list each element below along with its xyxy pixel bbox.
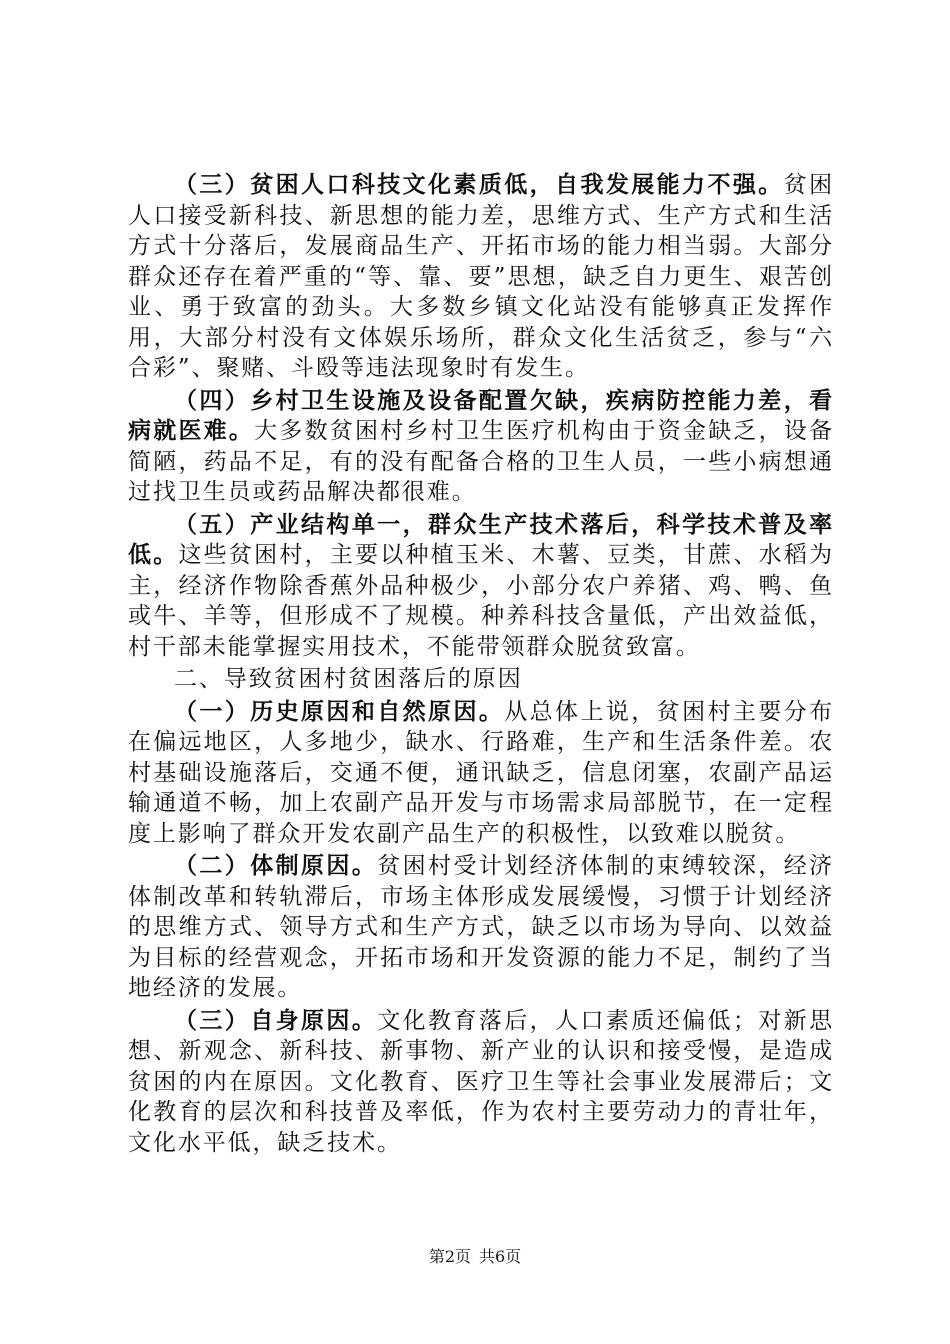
paragraph-text: 从总体上说，贫困村主要分布在偏远地区，人多地少，缺水、行路难，生产和生活条件差。农村基础设施落后，交通不便，通讯缺乏，信息闭塞，农副产品运输通道不畅，加上农副产品开发与市场需求局部脱节，在一定程度上影响了群众开发农副产品生产的积极性，以致难以脱贫。 <box>128 698 834 847</box>
document-body <box>128 170 834 1158</box>
paragraph-health-facilities <box>128 386 834 508</box>
paragraph-heading: （四）乡村卫生设施及设备配置欠缺，疾病防控能力差，看病就医难。 <box>128 386 834 444</box>
paragraph-text: 贫困村受计划经济体制的束缚较深，经济体制改革和转轨滞后，市场主体形成发展缓慢，习惯于计划经济的思维方式、领导方式和生产方式，缺乏以市场为导向、以效益为目标的经营观念，开拓市场和开发资源的能力不足，制约了当地经济的发展。 <box>128 853 834 1001</box>
section-heading-causes <box>128 664 834 695</box>
paragraph-text: 二、导致贫困村贫困落后的原因 <box>174 666 523 692</box>
paragraph-poverty-population <box>128 170 834 384</box>
paragraph-industry-structure <box>128 510 834 663</box>
paragraph-historical-causes <box>128 697 834 850</box>
paragraph-heading: （三）贫困人口科技文化素质低，自我发展能力不强。 <box>174 171 784 198</box>
page-total: 共6页 <box>479 1247 522 1266</box>
paragraph-text: 这些贫困村，主要以种植玉米、木薯、豆类，甘蔗、水稻为主，经济作物除香蕉外品种极少，小部分农户养猪、鸡、鸭、鱼或牛、羊等，但形成不了规模。种养科技含量低，产出效益低，村干部未能掌握实用技术，不能带领群众脱贫致富。 <box>128 542 834 660</box>
paragraph-internal-causes <box>128 1006 834 1159</box>
paragraph-institutional-causes <box>128 851 834 1004</box>
paragraph-heading: （一）历史原因和自然原因。 <box>174 697 505 725</box>
paragraph-text: 大多数贫困村乡村卫生医疗机构由于资金缺乏，设备简陋，药品不足，有的没有配备合格的卫生人员，一些小病想通过找卫生员或药品解决都很难。 <box>128 418 835 505</box>
page-footer <box>0 1244 950 1267</box>
paragraph-heading: （三）自身原因。 <box>174 1006 378 1034</box>
page-number: 第2页 <box>428 1247 471 1266</box>
paragraph-text: 贫困人口接受新科技、新思想的能力差，思维方式、生产方式和生活方式十分落后，发展商品生产、开拓市场的能力相当弱。大部分群众还存在着严重的“等、靠、要”思想，缺乏自力更生、艰苦创业、勇于致富的劲头。大多数乡镇文化站没有能够真正发挥作用，大部分村没有文体娱乐场所，群众文化生活贫乏，参与“六合彩”、聚赌、斗殴等违法现象时有发生。 <box>128 172 834 381</box>
paragraph-text: 文化教育落后，人口素质还偏低；对新思想、新观念、新科技、新事物、新产业的认识和接受慢，是造成贫困的内在原因。文化教育、医疗卫生等社会事业发展滞后；文化教育的层次和科技普及率低，作为农村主要劳动力的青壮年，文化水平低，缺乏技术。 <box>128 1007 834 1156</box>
paragraph-heading: （二）体制原因。 <box>174 852 378 879</box>
paragraph-heading: （五）产业结构单一，群众生产技术落后，科学技术普及率低。 <box>128 510 834 568</box>
